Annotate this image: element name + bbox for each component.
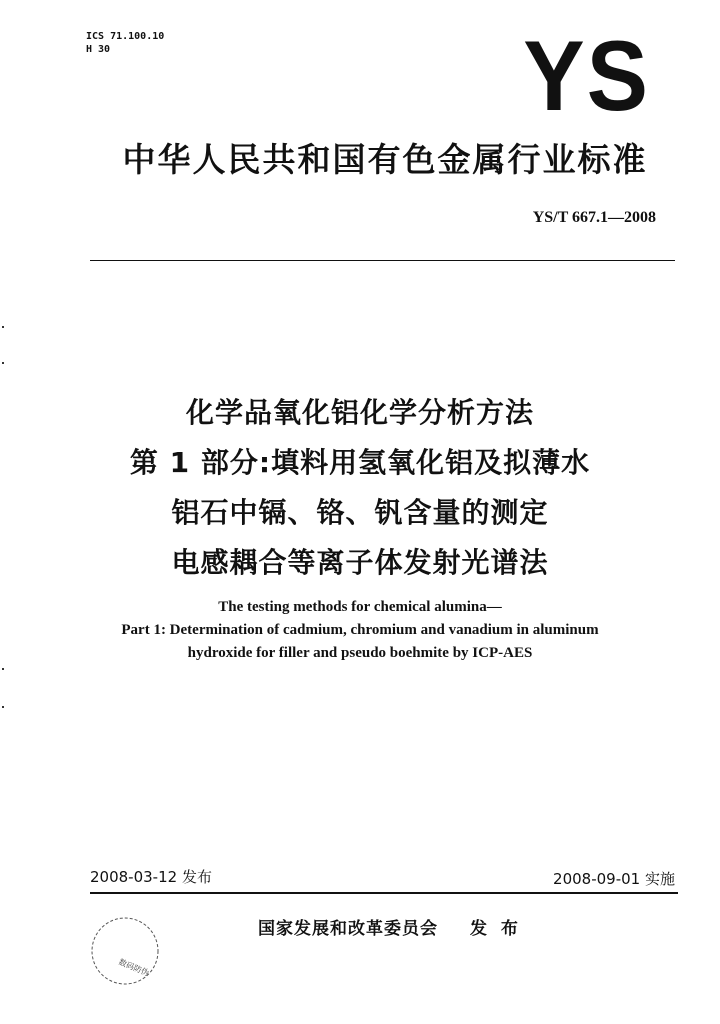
chinese-title-line-2: 第 1 部分:填料用氢氧化铝及拟薄水 [129, 446, 591, 479]
category-code: H 30 [86, 44, 111, 55]
classification-codes [86, 30, 164, 56]
issue-date: 2008-03-12 发布 [90, 868, 212, 886]
english-title-block [40, 596, 680, 665]
english-title-line-1: The testing methods for chemical alumina— [218, 599, 502, 615]
implementation-date: 2008-09-01 实施 [553, 870, 675, 888]
english-title-line-2: Part 1: Determination of cadmium, chromium and vanadium in aluminum [121, 622, 599, 638]
footer-divider [90, 892, 678, 894]
ys-logo: YS [523, 21, 650, 132]
chinese-title-line-4: 电感耦合等离子体发射光谱法 [171, 546, 549, 579]
header-divider [90, 260, 675, 261]
chinese-title-line-3: 铝石中镉、铬、钒含量的测定 [171, 496, 549, 529]
margin-mark [2, 326, 4, 328]
chinese-title-block [60, 388, 660, 588]
margin-mark [2, 668, 4, 670]
issuing-authority: 国家发展和改革委员会 [258, 919, 438, 939]
ics-code: ICS 71.100.10 [86, 31, 165, 42]
organization-title: 中华人民共和国有色金属行业标准 [122, 140, 648, 179]
margin-mark [2, 706, 4, 708]
publish-label: 发 布 [470, 919, 522, 939]
chinese-title-line-1: 化学品氧化铝化学分析方法 [185, 396, 534, 429]
svg-text:数码防伪: 数码防伪 [117, 957, 151, 978]
standard-number: YS/T 667.1—2008 [532, 209, 656, 226]
english-title-line-3: hydroxide for filler and pseudo boehmite by ICP-AES [187, 645, 533, 661]
anti-counterfeit-seal-icon [88, 914, 162, 988]
margin-mark [2, 362, 4, 364]
